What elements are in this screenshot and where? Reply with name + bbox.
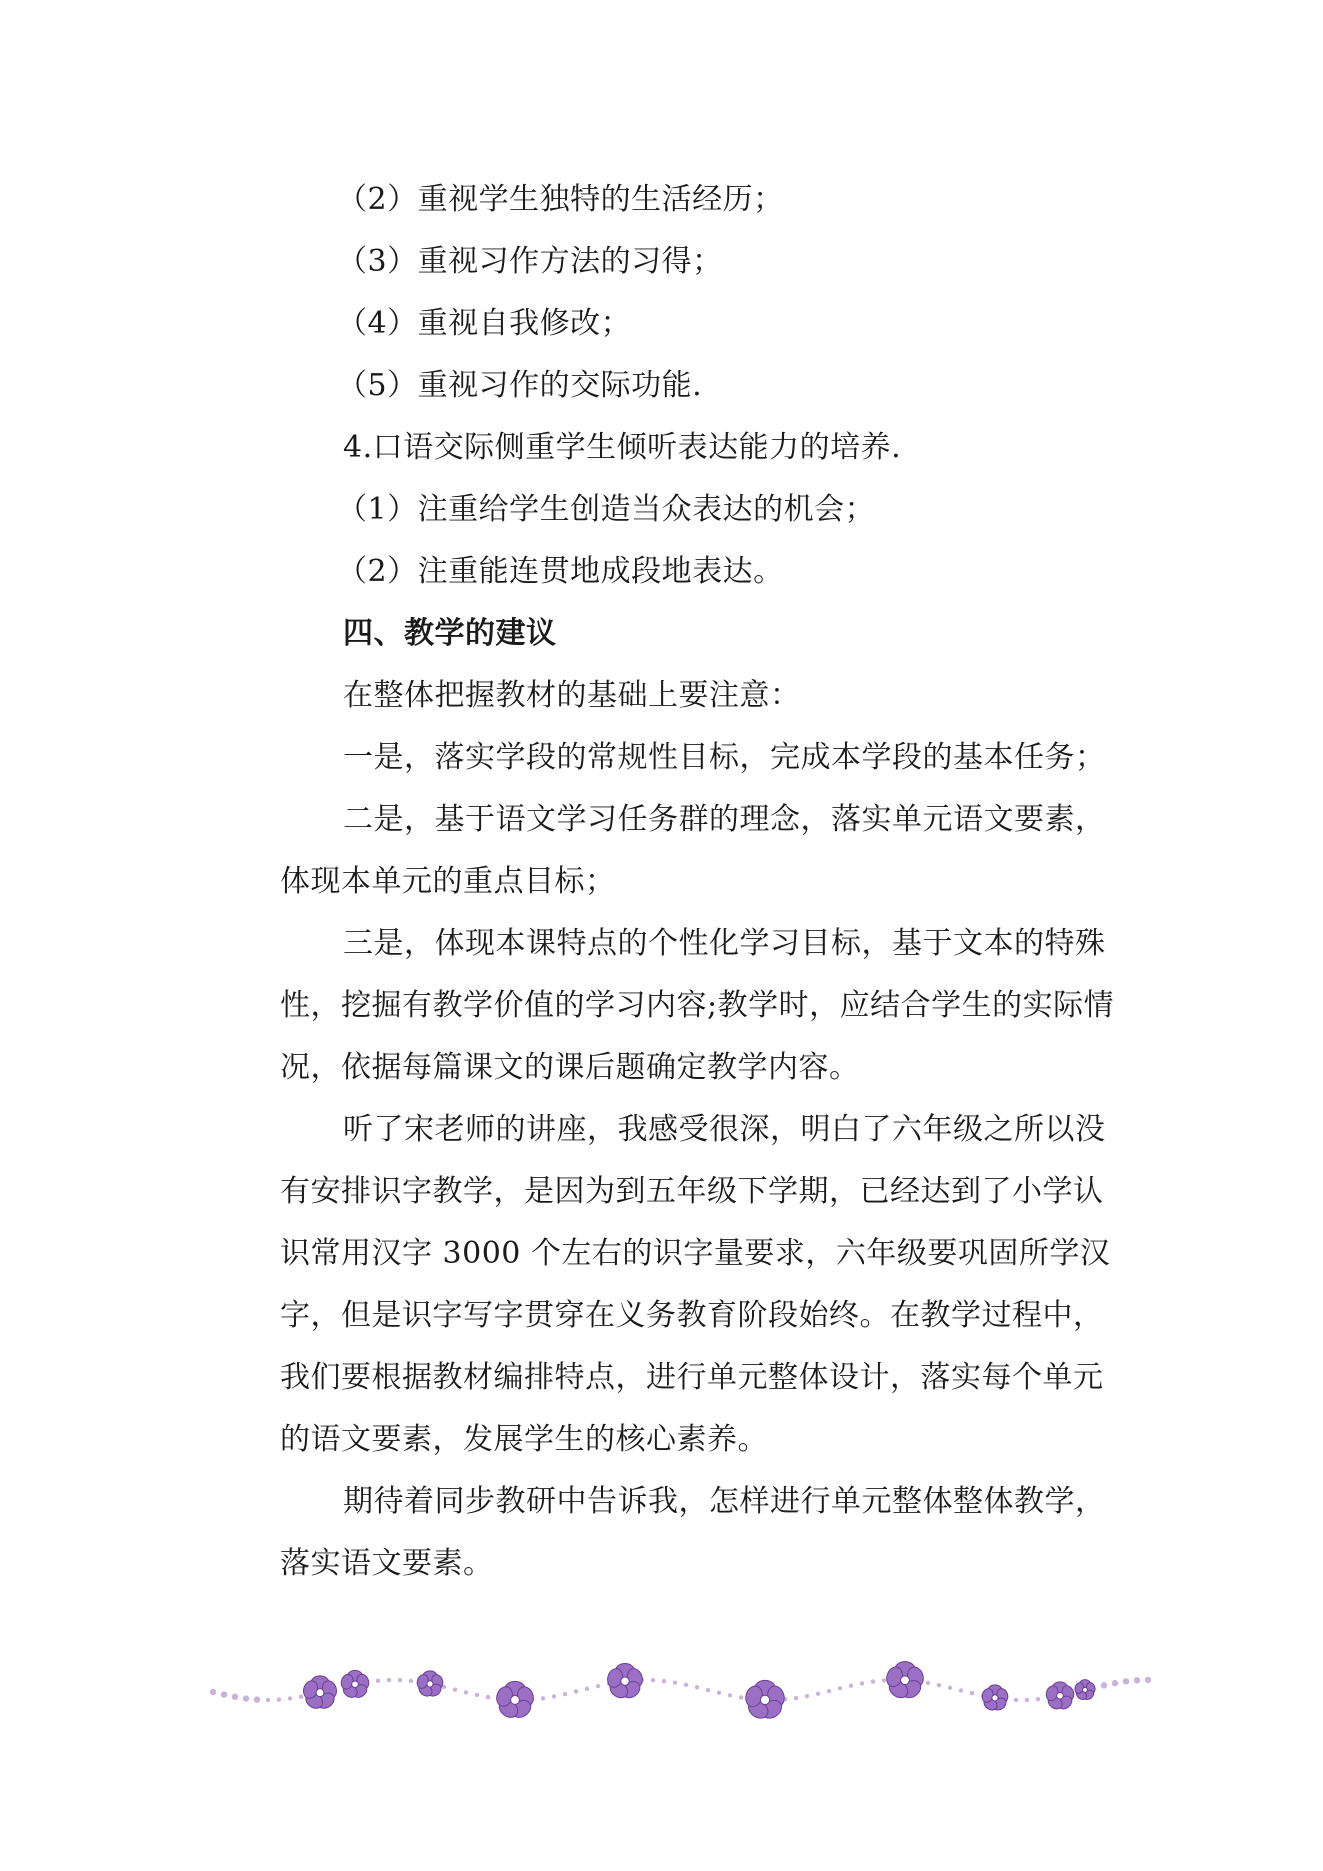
dot-ornament (827, 1689, 831, 1693)
dot-ornament (717, 1691, 721, 1695)
paragraph-line: 在整体把握教材的基础上要注意： (343, 678, 801, 713)
paragraph-line: 期待着同步教研中告诉我，怎样进行单元整体整体教学， (343, 1484, 1106, 1519)
paragraph-line: 有安排识字教学，是因为到五年级下学期，已经达到了小学认 (280, 1174, 1104, 1209)
dot-ornament (805, 1694, 809, 1698)
dot-ornament (464, 1690, 468, 1694)
dot-ornament (816, 1692, 820, 1696)
dot-ornament (651, 1678, 655, 1682)
dot-ornament (662, 1679, 666, 1683)
flower-icon (980, 1685, 1009, 1713)
list-item: （1）注重给学生创造当众表达的机会； (337, 492, 876, 527)
dot-ornament (1123, 1678, 1129, 1684)
dot-ornament (926, 1681, 930, 1685)
dot-ornament (673, 1681, 677, 1685)
dot-ornament (739, 1695, 743, 1699)
flower-icon (884, 1662, 926, 1702)
paragraph-line: 的语文要素，发展学生的核心素养。 (280, 1422, 768, 1457)
dot-ornament (959, 1688, 963, 1692)
dot-ornament (541, 1696, 545, 1700)
dot-ornament (871, 1679, 875, 1683)
dot-ornament (882, 1678, 886, 1682)
list-item: （3）重视习作方法的习得； (337, 244, 723, 279)
dot-ornament (232, 1694, 238, 1700)
dot-ornament (794, 1696, 798, 1700)
dot-ornament (574, 1689, 578, 1693)
section-point: 4.口语交际侧重学生倾听表达能力的培养. (343, 430, 902, 465)
dot-ornament (243, 1695, 249, 1701)
dot-ornament (453, 1687, 457, 1691)
dot-ornament (266, 1698, 270, 1702)
paragraph-line: 三是，体现本课特点的个性化学习目标，基于文本的特殊 (343, 926, 1106, 961)
paragraph-line: 性，挖掘有教学价值的学习内容;教学时，应结合学生的实际情 (280, 988, 1115, 1023)
paragraph-line: 字，但是识字写字贯穿在义务教育阶段始终。在教学过程中， (280, 1298, 1104, 1333)
flower-icon (605, 1664, 644, 1702)
dot-ornament (486, 1695, 490, 1699)
dot-ornament (299, 1695, 303, 1699)
dot-ornament (1014, 1698, 1018, 1702)
dot-ornament (860, 1681, 864, 1685)
dot-ornament (1025, 1698, 1029, 1702)
paragraph-line: 二是，基于语文学习任务群的理念，落实单元语文要素， (343, 802, 1106, 837)
dot-ornament (1112, 1680, 1118, 1686)
dot-ornament (728, 1693, 732, 1697)
paragraph-line: 体现本单元的重点目标； (280, 864, 616, 899)
dot-ornament (937, 1683, 941, 1687)
dot-ornament (970, 1691, 974, 1695)
paragraph-line: 听了宋老师的讲座，我感受很深，明白了六年级之所以没 (343, 1112, 1106, 1147)
dot-ornament (838, 1686, 842, 1690)
dot-ornament (254, 1696, 260, 1702)
flower-icon (339, 1670, 370, 1700)
paragraph-line: 识常用汉字 3000 个左右的识字量要求，六年级要巩固所学汉 (280, 1236, 1111, 1271)
dot-ornament (387, 1678, 391, 1682)
dot-ornament (684, 1683, 688, 1687)
dot-ornament (849, 1684, 853, 1688)
dot-ornament (475, 1693, 479, 1697)
flower-icon (1074, 1680, 1097, 1702)
dot-ornament (563, 1692, 567, 1696)
dot-ornament (277, 1697, 281, 1701)
flower-icon (743, 1680, 787, 1722)
dot-ornament (695, 1685, 699, 1689)
dot-ornament (1036, 1697, 1040, 1701)
dot-ornament (288, 1696, 292, 1700)
dot-ornament (552, 1694, 556, 1698)
flower-icon (1044, 1682, 1075, 1712)
section-heading: 四、教学的建议 (343, 616, 557, 651)
dot-ornament (706, 1688, 710, 1692)
dot-ornament (1101, 1682, 1107, 1688)
dot-ornament (948, 1686, 952, 1690)
dot-ornament (1134, 1677, 1140, 1683)
dot-ornament (376, 1679, 380, 1683)
paragraph-line: 落实语文要素。 (280, 1546, 494, 1581)
list-item: （5）重视习作的交际功能. (337, 368, 703, 403)
paragraph-line: 况，依据每篇课文的课后题确定教学内容。 (280, 1050, 860, 1085)
list-item: （4）重视自我修改； (337, 306, 632, 341)
list-item: （2）注重能连贯地成段地表达。 (337, 554, 784, 589)
dot-ornament (221, 1691, 227, 1697)
dot-ornament (596, 1684, 600, 1688)
paragraph-line: 一是，落实学段的常规性目标，完成本学段的基本任务； (343, 740, 1106, 775)
dot-ornament (210, 1689, 216, 1695)
floral-border-decoration (205, 1645, 1155, 1735)
dot-ornament (409, 1679, 413, 1683)
list-item: （2）重视学生独特的生活经历； (337, 182, 784, 217)
paragraph-line: 我们要根据教材编排特点，进行单元整体设计，落实每个单元 (280, 1360, 1104, 1395)
dot-ornament (398, 1678, 402, 1682)
flower-icon (494, 1681, 536, 1721)
flower-icon (415, 1671, 444, 1699)
flower-icon (301, 1676, 338, 1712)
dot-ornament (1145, 1677, 1151, 1683)
dot-ornament (585, 1687, 589, 1691)
